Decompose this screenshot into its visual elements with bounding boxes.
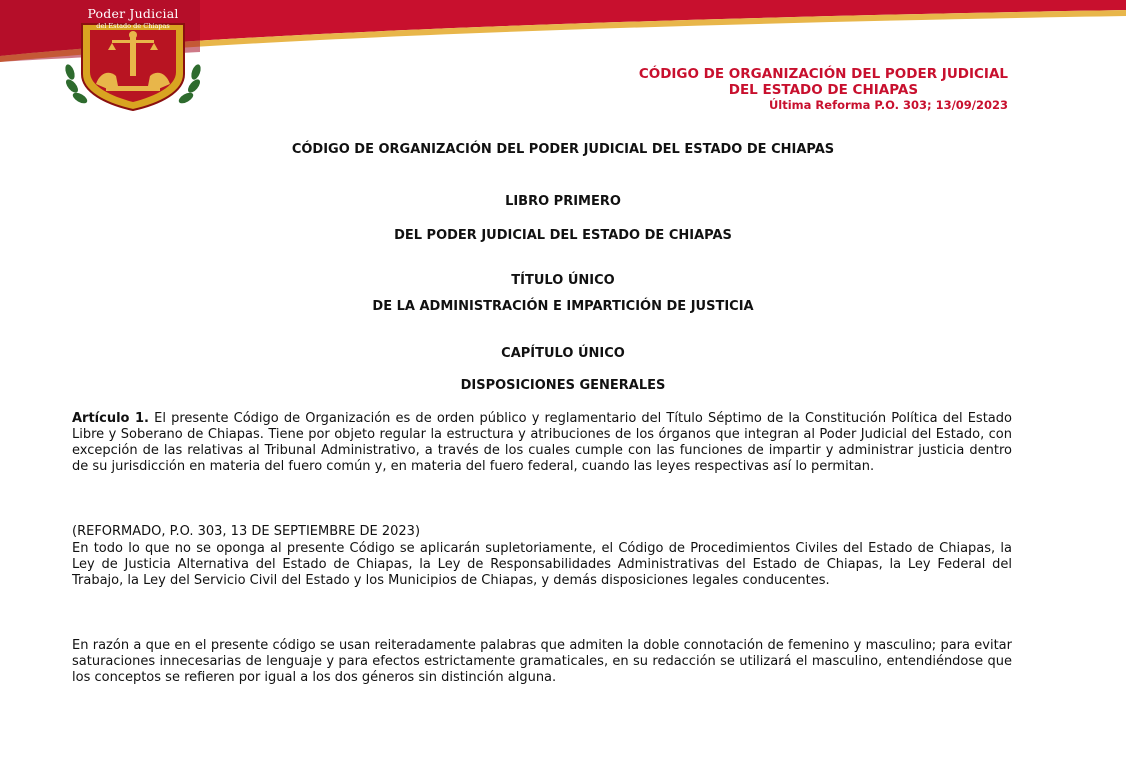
article-label: Artículo 1.: [72, 411, 149, 426]
title-name: DE LA ADMINISTRACIÓN E IMPARTICIÓN DE JUSTICIA: [372, 299, 754, 314]
document-title: CÓDIGO DE ORGANIZACIÓN DEL PODER JUDICIAL DEL ESTADO DE CHIAPAS: [291, 142, 835, 157]
book-heading: LIBRO PRIMERO: [505, 194, 621, 209]
gender-paragraph: En razón a que en el presente código se usan reiteradamente palabras que admiten la doble connotación de femenino y masculino; para evitar saturaciones innecesarias de lenguaje y para efectos estrictamente gramaticales, en su redacción se utilizará el masculino, entendiéndose que los conceptos se refieren por igual a los dos géneros sin distinción alguna.: [72, 638, 1012, 685]
article-1-paragraph: [72, 411, 1012, 475]
book-name: DEL PODER JUDICIAL DEL ESTADO DE CHIAPAS: [394, 228, 732, 243]
judicial-shield-emblem-icon: [60, 20, 206, 112]
chapter-name: DISPOSICIONES GENERALES: [460, 378, 666, 393]
reform-note: (REFORMADO, P.O. 303, 13 DE SEPTIEMBRE DE 2023): [72, 524, 421, 539]
header-line-1: CÓDIGO DE ORGANIZACIÓN DEL PODER JUDICIAL: [638, 66, 1008, 82]
logo-institution-name: Poder Judicial: [87, 6, 179, 21]
chapter-heading: CAPÍTULO ÚNICO: [501, 346, 625, 361]
institution-logo: [60, 6, 206, 112]
title-heading: TÍTULO ÚNICO: [511, 273, 615, 288]
supletory-paragraph: En todo lo que no se oponga al presente Código se aplicarán supletoriamente, el Código de Procedimientos Civiles del Estado de Chiapas, la Ley de Justicia Alternativa del Estado de Chiapas, la Ley de Responsabilidades Administrativas del Estado de Chiapas, la Ley Federal del Trabajo, la Ley del Servicio Civil del Estado y los Municipios de Chiapas, y demás disposiciones legales conducentes.: [72, 541, 1012, 588]
header-line-2: DEL ESTADO DE CHIAPAS: [728, 82, 919, 98]
last-reform-date: Última Reforma P.O. 303; 13/09/2023: [768, 98, 1008, 112]
document-header: [639, 66, 1008, 112]
article-text: El presente Código de Organización es de orden público y reglamentario del Título Séptimo de la Constitución Política del Estado Libre y Soberano de Chiapas. Tiene por objeto regular la estructura y atribuciones de los órganos que integran al Poder Judicial del Estado, con excepción de las relativas al Tribunal Administrativo, a través de los cuales cumple con las funciones de impartir y administrar justicia dentro de su jurisdicción en materia del fuero común y, en materia del fuero federal, cuando las leyes respectivas así lo permitan.: [72, 411, 1012, 474]
logo-institution-subtitle: del Estado de Chiapas: [96, 22, 170, 30]
